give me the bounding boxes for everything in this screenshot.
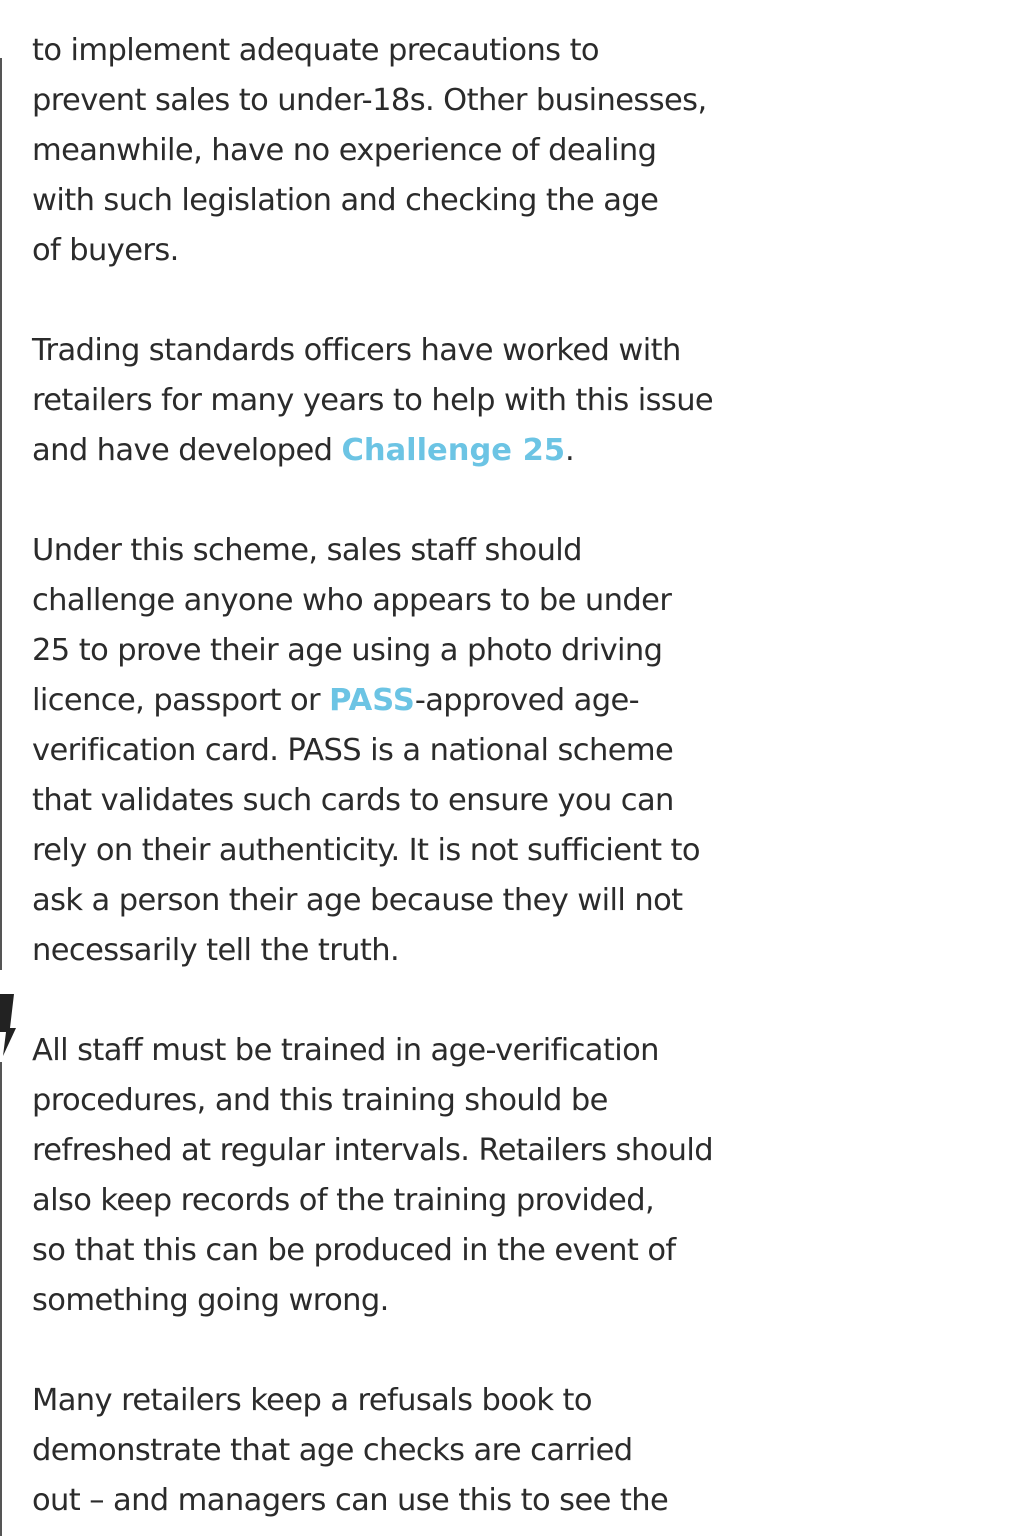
text-line: out – and managers can use this to see the — [32, 1483, 669, 1518]
text-line: refreshed at regular intervals. Retailers should — [32, 1133, 713, 1168]
text-line: Many retailers keep a refusals book to — [32, 1383, 592, 1418]
text-line: so that this can be produced in the event of — [32, 1233, 676, 1268]
margin-rule-top — [0, 58, 2, 970]
text-line: retailers for many years to help with this issue — [32, 383, 714, 418]
paragraph-5 — [32, 1376, 732, 1526]
text-line: also keep records of the training provided, — [32, 1183, 655, 1218]
text-line: ask a person their age because they will not — [32, 883, 683, 918]
text-line: Under this scheme, sales staff should — [32, 533, 582, 568]
text-line: All staff must be trained in age-verification — [32, 1033, 659, 1068]
paragraph-gap — [32, 976, 732, 1026]
text-line: that validates such cards to ensure you can — [32, 783, 674, 818]
text-line: something going wrong. — [32, 1283, 389, 1318]
text-line: demonstrate that age checks are carried — [32, 1433, 633, 1468]
text-fragment: and have developed — [32, 433, 342, 468]
text-line: of buyers. — [32, 233, 179, 268]
text-fragment: . — [565, 433, 575, 468]
text-line: prevent sales to under-18s. Other businesses, — [32, 83, 707, 118]
text-line: Trading standards officers have worked with — [32, 333, 681, 368]
text-fragment: -approved age- — [414, 683, 640, 718]
text-line-with-highlight — [32, 426, 732, 476]
text-line: 25 to prove their age using a photo driving — [32, 633, 663, 668]
text-line: verification card. PASS is a national scheme — [32, 733, 674, 768]
text-line: challenge anyone who appears to be under — [32, 583, 672, 618]
paragraph-gap — [32, 1326, 732, 1376]
text-line: procedures, and this training should be — [32, 1083, 608, 1118]
text-fragment: licence, passport or — [32, 683, 330, 718]
text-line: with such legislation and checking the age — [32, 183, 659, 218]
text-line: to implement adequate precautions to — [32, 33, 599, 68]
text-line-with-highlight — [32, 676, 732, 726]
paragraph-1 — [32, 26, 732, 276]
paragraph-3 — [32, 526, 732, 976]
pass-highlight: PASS — [329, 683, 415, 718]
lightning-bolt-icon — [0, 994, 16, 1056]
paragraph-4 — [32, 1026, 732, 1326]
paragraph-gap — [32, 276, 732, 326]
article-body — [32, 26, 732, 1526]
paragraph-gap — [32, 476, 732, 526]
text-line: meanwhile, have no experience of dealing — [32, 133, 657, 168]
margin-rule-bottom — [0, 1062, 2, 1536]
text-line: rely on their authenticity. It is not sufficient to — [32, 833, 700, 868]
challenge-25-highlight: Challenge 25 — [341, 433, 566, 468]
paragraph-2 — [32, 326, 732, 476]
text-line: necessarily tell the truth. — [32, 933, 400, 968]
